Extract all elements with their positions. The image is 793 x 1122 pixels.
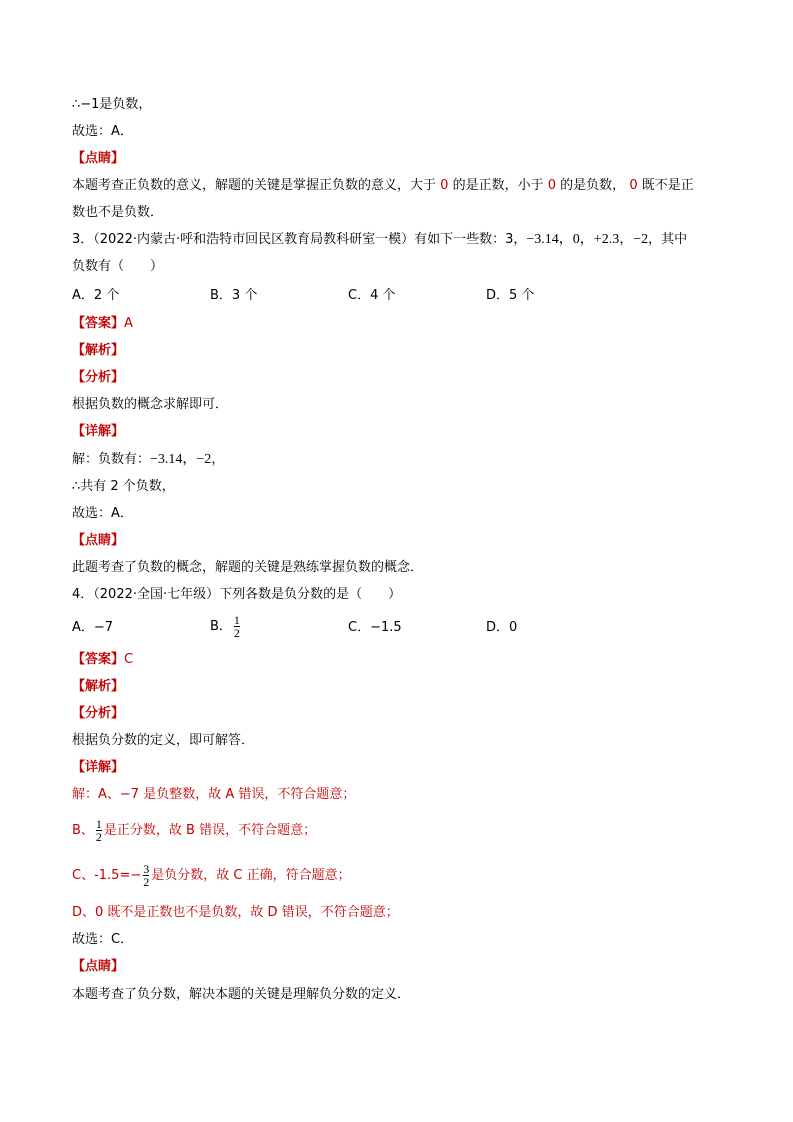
section-tag-fenxi: 【分析】 bbox=[72, 370, 125, 385]
detail-line: ∴共有 2 个负数， bbox=[72, 479, 175, 494]
detail-text: 解：负数有： bbox=[72, 452, 151, 467]
fraction bbox=[234, 614, 240, 639]
fraction-denominator: 2 bbox=[95, 830, 102, 844]
option-a: A．−7 bbox=[72, 620, 114, 635]
answer-line bbox=[72, 315, 133, 333]
detail-text: 是负分数，故 C 正确，符合题意； bbox=[151, 868, 351, 883]
option-c: C．−1.5 bbox=[348, 620, 402, 635]
answer-value: A bbox=[124, 316, 133, 331]
detail-line bbox=[72, 816, 316, 846]
number-zero: 0 bbox=[629, 178, 638, 193]
fraction-denominator: 2 bbox=[143, 875, 150, 889]
number-zero: 0 bbox=[547, 178, 557, 193]
section-tag-xiangjie: 【详解】 bbox=[72, 760, 125, 775]
comment-text: 本题考查了负分数，解决本题的关键是理解负分数的定义． bbox=[72, 987, 411, 1002]
detail-label: B、 bbox=[72, 823, 94, 838]
explanation-line bbox=[72, 177, 694, 195]
explanation-text: 的是正数，小于 bbox=[452, 178, 544, 193]
section-tag-dianjing: 【点睛】 bbox=[72, 151, 125, 166]
comment-text: 此题考查了负数的概念，解题的关键是熟练掌握负数的概念． bbox=[72, 560, 424, 575]
analysis-text: 根据负分数的定义，即可解答． bbox=[72, 733, 255, 748]
option-b bbox=[210, 612, 242, 642]
fraction-numerator: 1 bbox=[233, 613, 240, 627]
option-b: B．3 个 bbox=[210, 288, 258, 303]
section-tag-fenxi: 【分析】 bbox=[72, 706, 125, 721]
detail-label: C、-1.5=− bbox=[72, 868, 142, 883]
number-zero: 0 bbox=[440, 178, 449, 193]
section-tag-jiexi: 【解析】 bbox=[72, 343, 125, 358]
question-3-stem-line2: 负数有（ ） bbox=[72, 259, 164, 274]
option-c: C．4 个 bbox=[348, 288, 396, 303]
fraction-numerator: 1 bbox=[95, 817, 102, 831]
section-tag-answer: 【答案】 bbox=[72, 316, 125, 331]
detail-line: D、0 既不是正数也不是负数，故 D 错误，不符合题意； bbox=[72, 905, 399, 920]
option-d: D．0 bbox=[486, 620, 518, 635]
section-tag-answer: 【答案】 bbox=[72, 652, 125, 667]
explanation-text: 既不是正 bbox=[641, 178, 694, 193]
answer-value: C bbox=[124, 652, 134, 667]
section-tag-jiexi: 【解析】 bbox=[72, 679, 125, 694]
detail-text: ， bbox=[211, 452, 225, 467]
analysis-text: 根据负数的概念求解即可． bbox=[72, 397, 229, 412]
explanation-text: 本题考查正负数的意义，解题的关键是掌握正负数的意义，大于 bbox=[72, 178, 437, 193]
option-d: D．5 个 bbox=[486, 288, 535, 303]
detail-text: 是正分数，故 B 错误，不符合题意； bbox=[103, 823, 317, 838]
explanation-line: 数也不是负数． bbox=[72, 205, 164, 220]
explanation-text: 的是负数， bbox=[560, 178, 626, 193]
number-list: −3.14，0，+2.3，−2 bbox=[526, 232, 649, 247]
section-tag-xiangjie: 【详解】 bbox=[72, 424, 125, 439]
question-4-stem: 4．（2022·全国·七年级）下列各数是负分数的是（ ） bbox=[72, 587, 402, 602]
fraction-numerator: 3 bbox=[143, 862, 150, 876]
detail-line: 故选：A． bbox=[72, 506, 133, 521]
answer-line bbox=[72, 651, 133, 669]
text-line: 故选：A． bbox=[72, 124, 133, 139]
text-line: ∴−1是负数， bbox=[72, 97, 152, 112]
detail-line bbox=[72, 861, 351, 891]
detail-line: 故选：C． bbox=[72, 932, 134, 947]
section-tag-dianjing: 【点睛】 bbox=[72, 533, 125, 548]
fraction-denominator: 2 bbox=[233, 626, 240, 640]
question-text: ，其中 bbox=[648, 232, 688, 247]
detail-line: 解：A、−7 是负整数，故 A 错误，不符合题意； bbox=[72, 787, 356, 802]
option-label: B． bbox=[210, 619, 232, 634]
section-tag-dianjing: 【点睛】 bbox=[72, 959, 125, 974]
option-a: A．2 个 bbox=[72, 288, 120, 303]
question-text: 3．（2022·内蒙古·呼和浩特市回民区教育局教科研室一模）有如下一些数：3， bbox=[72, 232, 527, 247]
fraction bbox=[96, 818, 102, 843]
fraction bbox=[143, 863, 149, 888]
number-list: −3.14，−2 bbox=[150, 452, 212, 467]
detail-line bbox=[72, 451, 224, 469]
question-3-stem bbox=[72, 231, 687, 249]
